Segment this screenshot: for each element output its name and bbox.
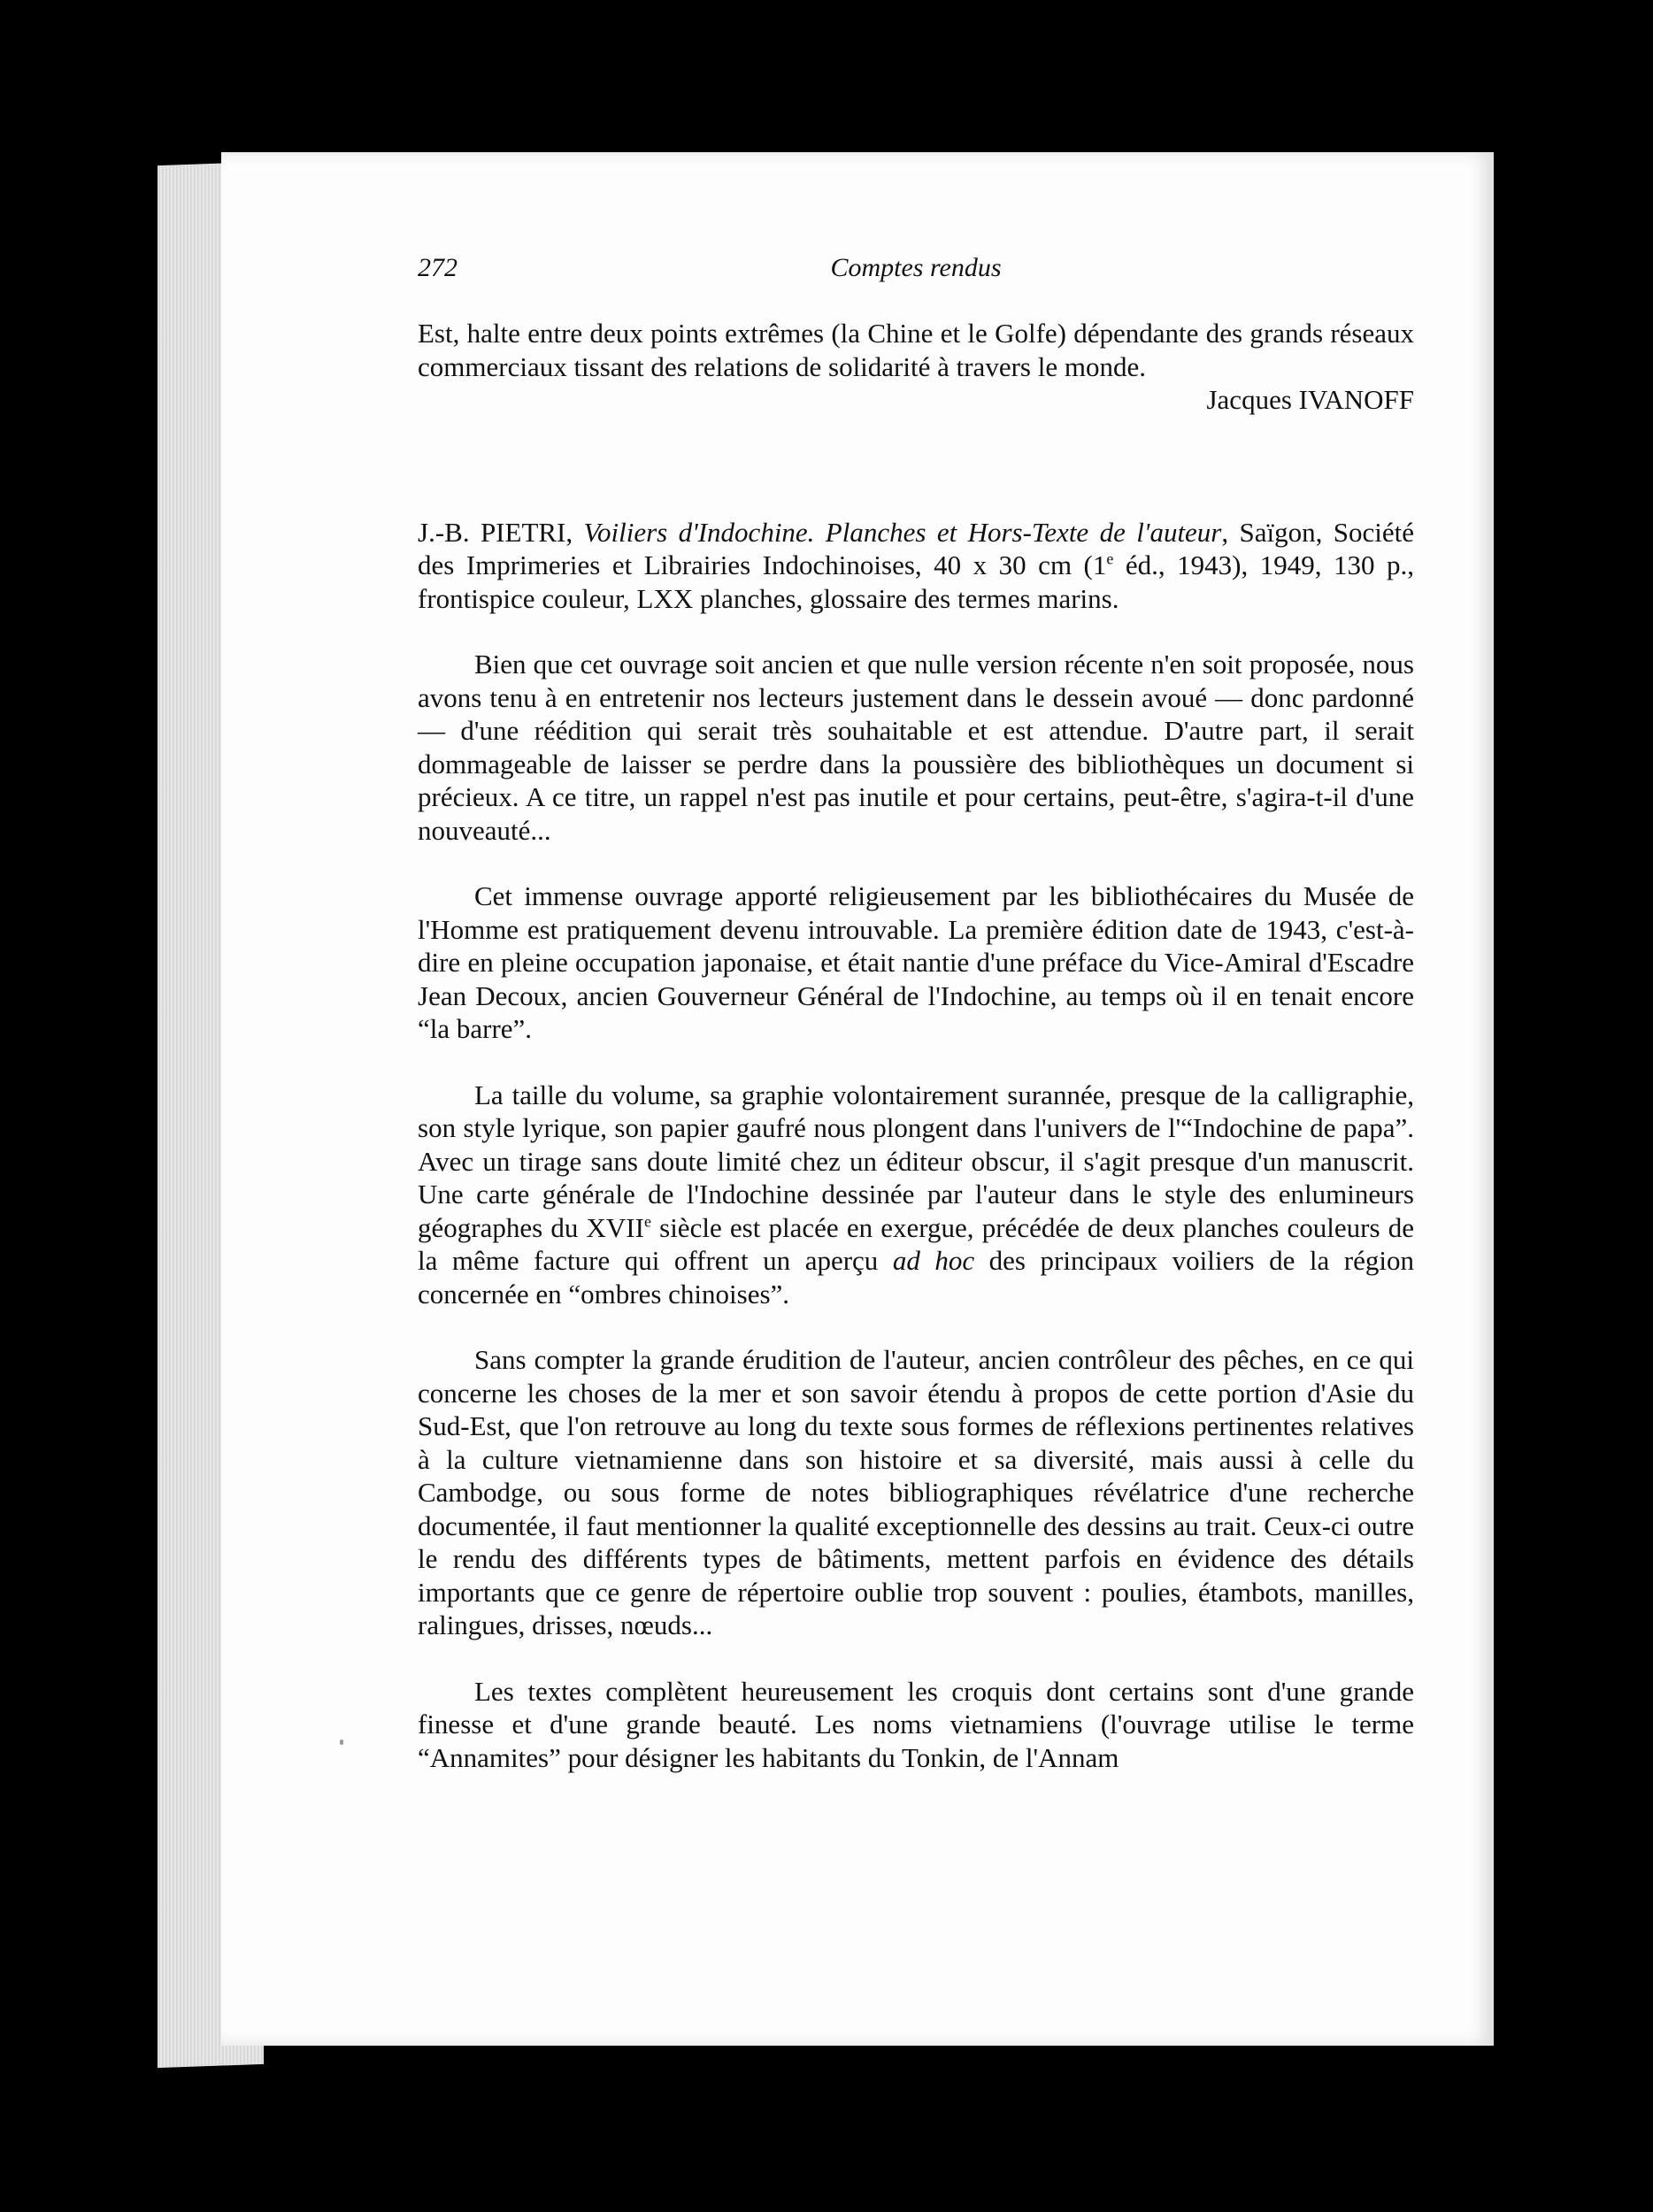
continuation-paragraph: Est, halte entre deux points extrêmes (la Chine et le Golfe) dépendante des grands réseaux commerciaux tissant des relations de solidarité à travers le monde. bbox=[418, 318, 1414, 382]
reference-author: J.-B. PIETRI, bbox=[418, 516, 573, 548]
paragraph-4: Sans compter la grande érudition de l'auteur, ancien contrôleur des pêches, en ce qui concerne les choses de la mer et son savoir étendu à propos de cette portion d'Asie du Sud-Est, que l'on retrouve au long du texte sous formes de réflexions pertinentes relatives à la culture vietnamienne dans son histoire et sa diversité, mais aussi à celle du Cambodge, ou sous forme de notes bibliographiques révélatrice d'une recherche documentée, il faut mentionner la qualité exceptionnelle des dessins au trait. Ceux-ci outre le rendu des différents types de bâtiments, mettent parfois en évidence des détails importants que ce genre de répertoire oublie trop souvent : poulies, étambots, manilles, ralingues, drisses, nœuds... bbox=[418, 1344, 1414, 1640]
paragraph-3-part-c: des principaux voiliers de la région concernée en “ombres chinoises”. bbox=[418, 1245, 1415, 1310]
page-header bbox=[418, 246, 1414, 299]
page-number: 272 bbox=[418, 253, 457, 282]
paragraph-3-part-a: La taille du volume, sa graphie volontairement surannée, presque de la calligraphie, son style lyrique, son papier gaufré nous plongent dans l'univers de l'“Indochine de papa”. Avec un tirage sans doute limité chez un éditeur obscur, il s'agit presque d'un manuscrit. Une carte générale de l'Indochine dessinée par l'auteur dans le style des enlumineurs géographes du XVII bbox=[418, 1079, 1414, 1243]
review-signature: Jacques IVANOFF bbox=[1206, 384, 1414, 415]
running-title: Comptes rendus bbox=[830, 253, 1002, 282]
body-text bbox=[418, 317, 1414, 1774]
paragraph-2: Cet immense ouvrage apporté religieusement par les bibliothécaires du Musée de l'Homme est pratiquement devenu introuvable. La première édition date de 1943, c'est-à-dire en pleine occupation japonaise, et était nantie d'une préface du Vice-Amiral d'Escadre Jean Decoux, ancien Gouverneur Général de l'Indochine, au temps où il en tenait encore “la barre”. bbox=[418, 880, 1414, 1044]
reference-title: Voiliers d'Indochine. Planches et Hors-Texte de l'auteur bbox=[583, 516, 1222, 548]
paragraph-1: Bien que cet ouvrage soit ancien et que nulle version récente n'en soit proposée, nous avons tenu à en entretenir nos lecteurs justement dans le dessein avoué — donc pardonné — d'une réédition qui serait très souhaitable et est attendue. D'autre part, il serait dommageable de laisser se perdre dans la poussière des bibliothèques un document si précieux. A ce titre, un rappel n'est pas inutile et pour certains, peut-être, s'agira-t-il d'une nouveauté... bbox=[418, 649, 1414, 846]
paragraph-5: Les textes complètent heureusement les croquis dont certains sont d'une grande finesse et d'une grande beauté. Les noms vietnamiens (l'ouvrage utilise le terme “Annamites” pour désigner les habitants du Tonkin, de l'Annam bbox=[418, 1675, 1414, 1773]
reference-details: éd., 1943), 1949, 130 p., frontispice couleur, LXX planches, glossaire des termes marins. bbox=[418, 549, 1414, 614]
book-page bbox=[221, 152, 1494, 2046]
paragraph-3-part-b: siècle est placée en exergue, précédée de deux planches couleurs de la même facture qui offrent un aperçu bbox=[418, 1211, 1414, 1276]
reference-publisher: , Saïgon, Société des Imprimeries et Librairies Indochinoises, 40 x 30 cm (1 bbox=[418, 516, 1414, 580]
paragraph-3-italic: ad hoc bbox=[892, 1245, 975, 1276]
edition-superscript: e bbox=[1106, 549, 1114, 568]
bibliographic-reference bbox=[418, 516, 1414, 616]
century-superscript: e bbox=[643, 1212, 651, 1231]
dust-speck bbox=[340, 1740, 343, 1745]
paragraph-3 bbox=[418, 1079, 1414, 1311]
